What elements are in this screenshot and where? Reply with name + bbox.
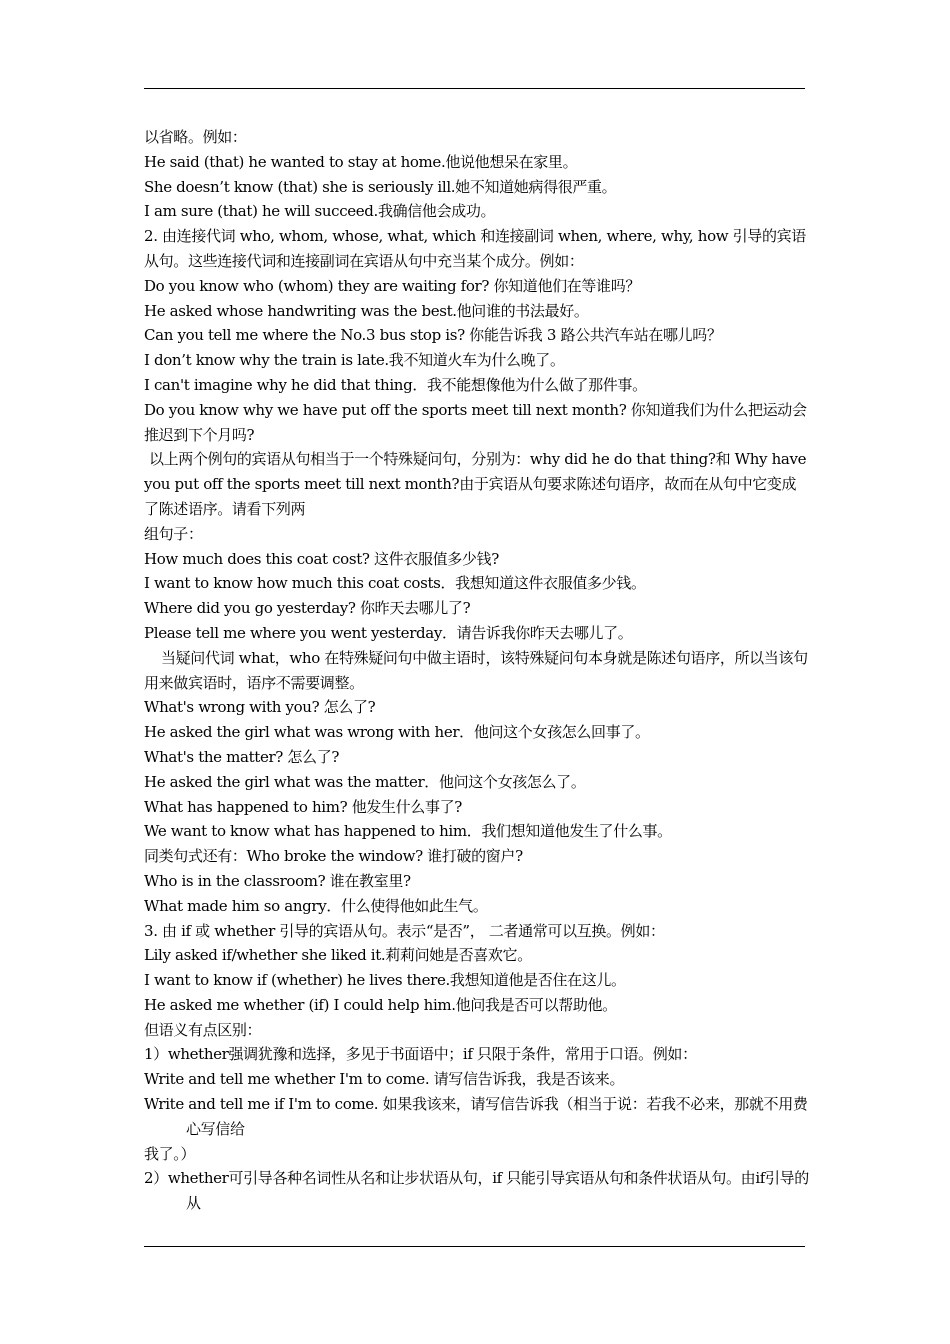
- example-sentence: Write and tell me whether I'm to come. 请写信告诉我，我是否该来。: [144, 1070, 625, 1089]
- text-line: 但语义有点区别：: [144, 1020, 262, 1039]
- example-sentence: She doesn’t know (that) she is seriously ill.她不知道她病得很严重。: [144, 177, 617, 196]
- example-sentence: I am sure (that) he will succeed.我确信他会成功。: [144, 202, 496, 221]
- example-sentence: What's the matter? 怎么了?: [144, 747, 340, 766]
- example-sentence: What made him so angry．什么使得他如此生气。: [144, 896, 488, 915]
- example-sentence: Where did you go yesterday? 你昨天去哪儿了?: [144, 599, 471, 618]
- example-sentence: I don’t know why the train is late.我不知道火车为什么晚了。: [144, 351, 565, 370]
- document-body: [144, 125, 809, 1216]
- example-sentence: 同类句式还有：Who broke the window? 谁打破的窗户?: [144, 847, 523, 866]
- example-sentence: Do you know why we have put off the sports meet till next month? 你知道我们为什么把运动会推迟到下个月吗?: [144, 400, 807, 444]
- section-heading-2: 2. 由连接代词 who, whom, whose, what, which 和连接副词 when, where, why, how 引导的宾语从句。这些连接代词和连接副词在宾语从句中充当某个成分。例如：: [144, 227, 806, 270]
- explanation-paragraph: 当疑问代词 what，who 在特殊疑问句中做主语时，该特殊疑问句本身就是陈述句语序，所以当该句用来做宾语时，语序不需要调整。: [144, 648, 808, 692]
- list-item-2: 2）whether可引导各种名词性从名和让步状语从句，if 只能引导宾语从句和条件状语从句。由if引导的从: [144, 1169, 809, 1213]
- example-sentence: What has happened to him? 他发生什么事了?: [144, 797, 462, 816]
- example-sentence: Please tell me where you went yesterday．请告诉我你昨天去哪儿了。: [144, 623, 633, 642]
- example-sentence: Can you tell me where the No.3 bus stop is? 你能告诉我 3 路公共汽车站在哪儿吗？: [144, 326, 722, 345]
- example-sentence: I want to know how much this coat costs．我想知道这件衣服值多少钱。: [144, 574, 646, 593]
- example-sentence: He asked whose handwriting was the best.他问谁的书法最好。: [144, 301, 589, 320]
- text-line: 组句子：: [144, 524, 203, 543]
- example-sentence: He said (that) he wanted to stay at home.他说他想呆在家里。: [144, 152, 578, 171]
- example-sentence: He asked the girl what was wrong with her．他问这个女孩怎么回事了。: [144, 723, 650, 742]
- list-item-1: 1）whether强调犹豫和选择，多见于书面语中；if 只限于条件，常用于口语。例如：: [144, 1045, 697, 1064]
- header-rule: [144, 88, 805, 89]
- example-sentence: Write and tell me if I'm to come. 如果我该来，请写信告诉我（相当于说：若我不必来，那就不用费心写信给: [144, 1095, 808, 1138]
- footer-rule: [144, 1246, 805, 1247]
- example-sentence: He asked the girl what was the matter．他问这个女孩怎么了。: [144, 772, 586, 791]
- example-sentence: What's wrong with you? 怎么了?: [144, 698, 376, 717]
- example-sentence: Do you know who (whom) they are waiting for? 你知道他们在等谁吗？: [144, 276, 640, 295]
- example-sentence: I want to know if (whether) he lives there.我想知道他是否住在这儿。: [144, 971, 626, 990]
- example-sentence: Lily asked if/whether she liked it.莉莉问她是否喜欢它。: [144, 946, 532, 965]
- section-heading-3: 3. 由 if 或 whether 引导的宾语从句。表示“是否”， 二者通常可以互换。例如：: [144, 921, 665, 940]
- explanation-paragraph: 以上两个例句的宾语从句相当于一个特殊疑问句，分别为：why did he do that thing?和 Why have you put off the sports meet till next month?由于宾语从句要求陈述句语序，故而在从句中它变成了陈述语序。请看下列两: [144, 450, 807, 518]
- example-sentence: I can't imagine why he did that thing．我不能想像他为什么做了那件事。: [144, 375, 647, 394]
- example-sentence: He asked me whether (if) I could help him.他问我是否可以帮助他。: [144, 995, 617, 1014]
- example-sentence: Who is in the classroom? 谁在教室里?: [144, 871, 411, 890]
- text-line: 以省略。例如：: [144, 128, 247, 146]
- text-line: 我了。）: [144, 1144, 196, 1163]
- example-sentence: How much does this coat cost? 这件衣服值多少钱?: [144, 549, 499, 568]
- example-sentence: We want to know what has happened to him．我们想知道他发生了什么事。: [144, 822, 672, 841]
